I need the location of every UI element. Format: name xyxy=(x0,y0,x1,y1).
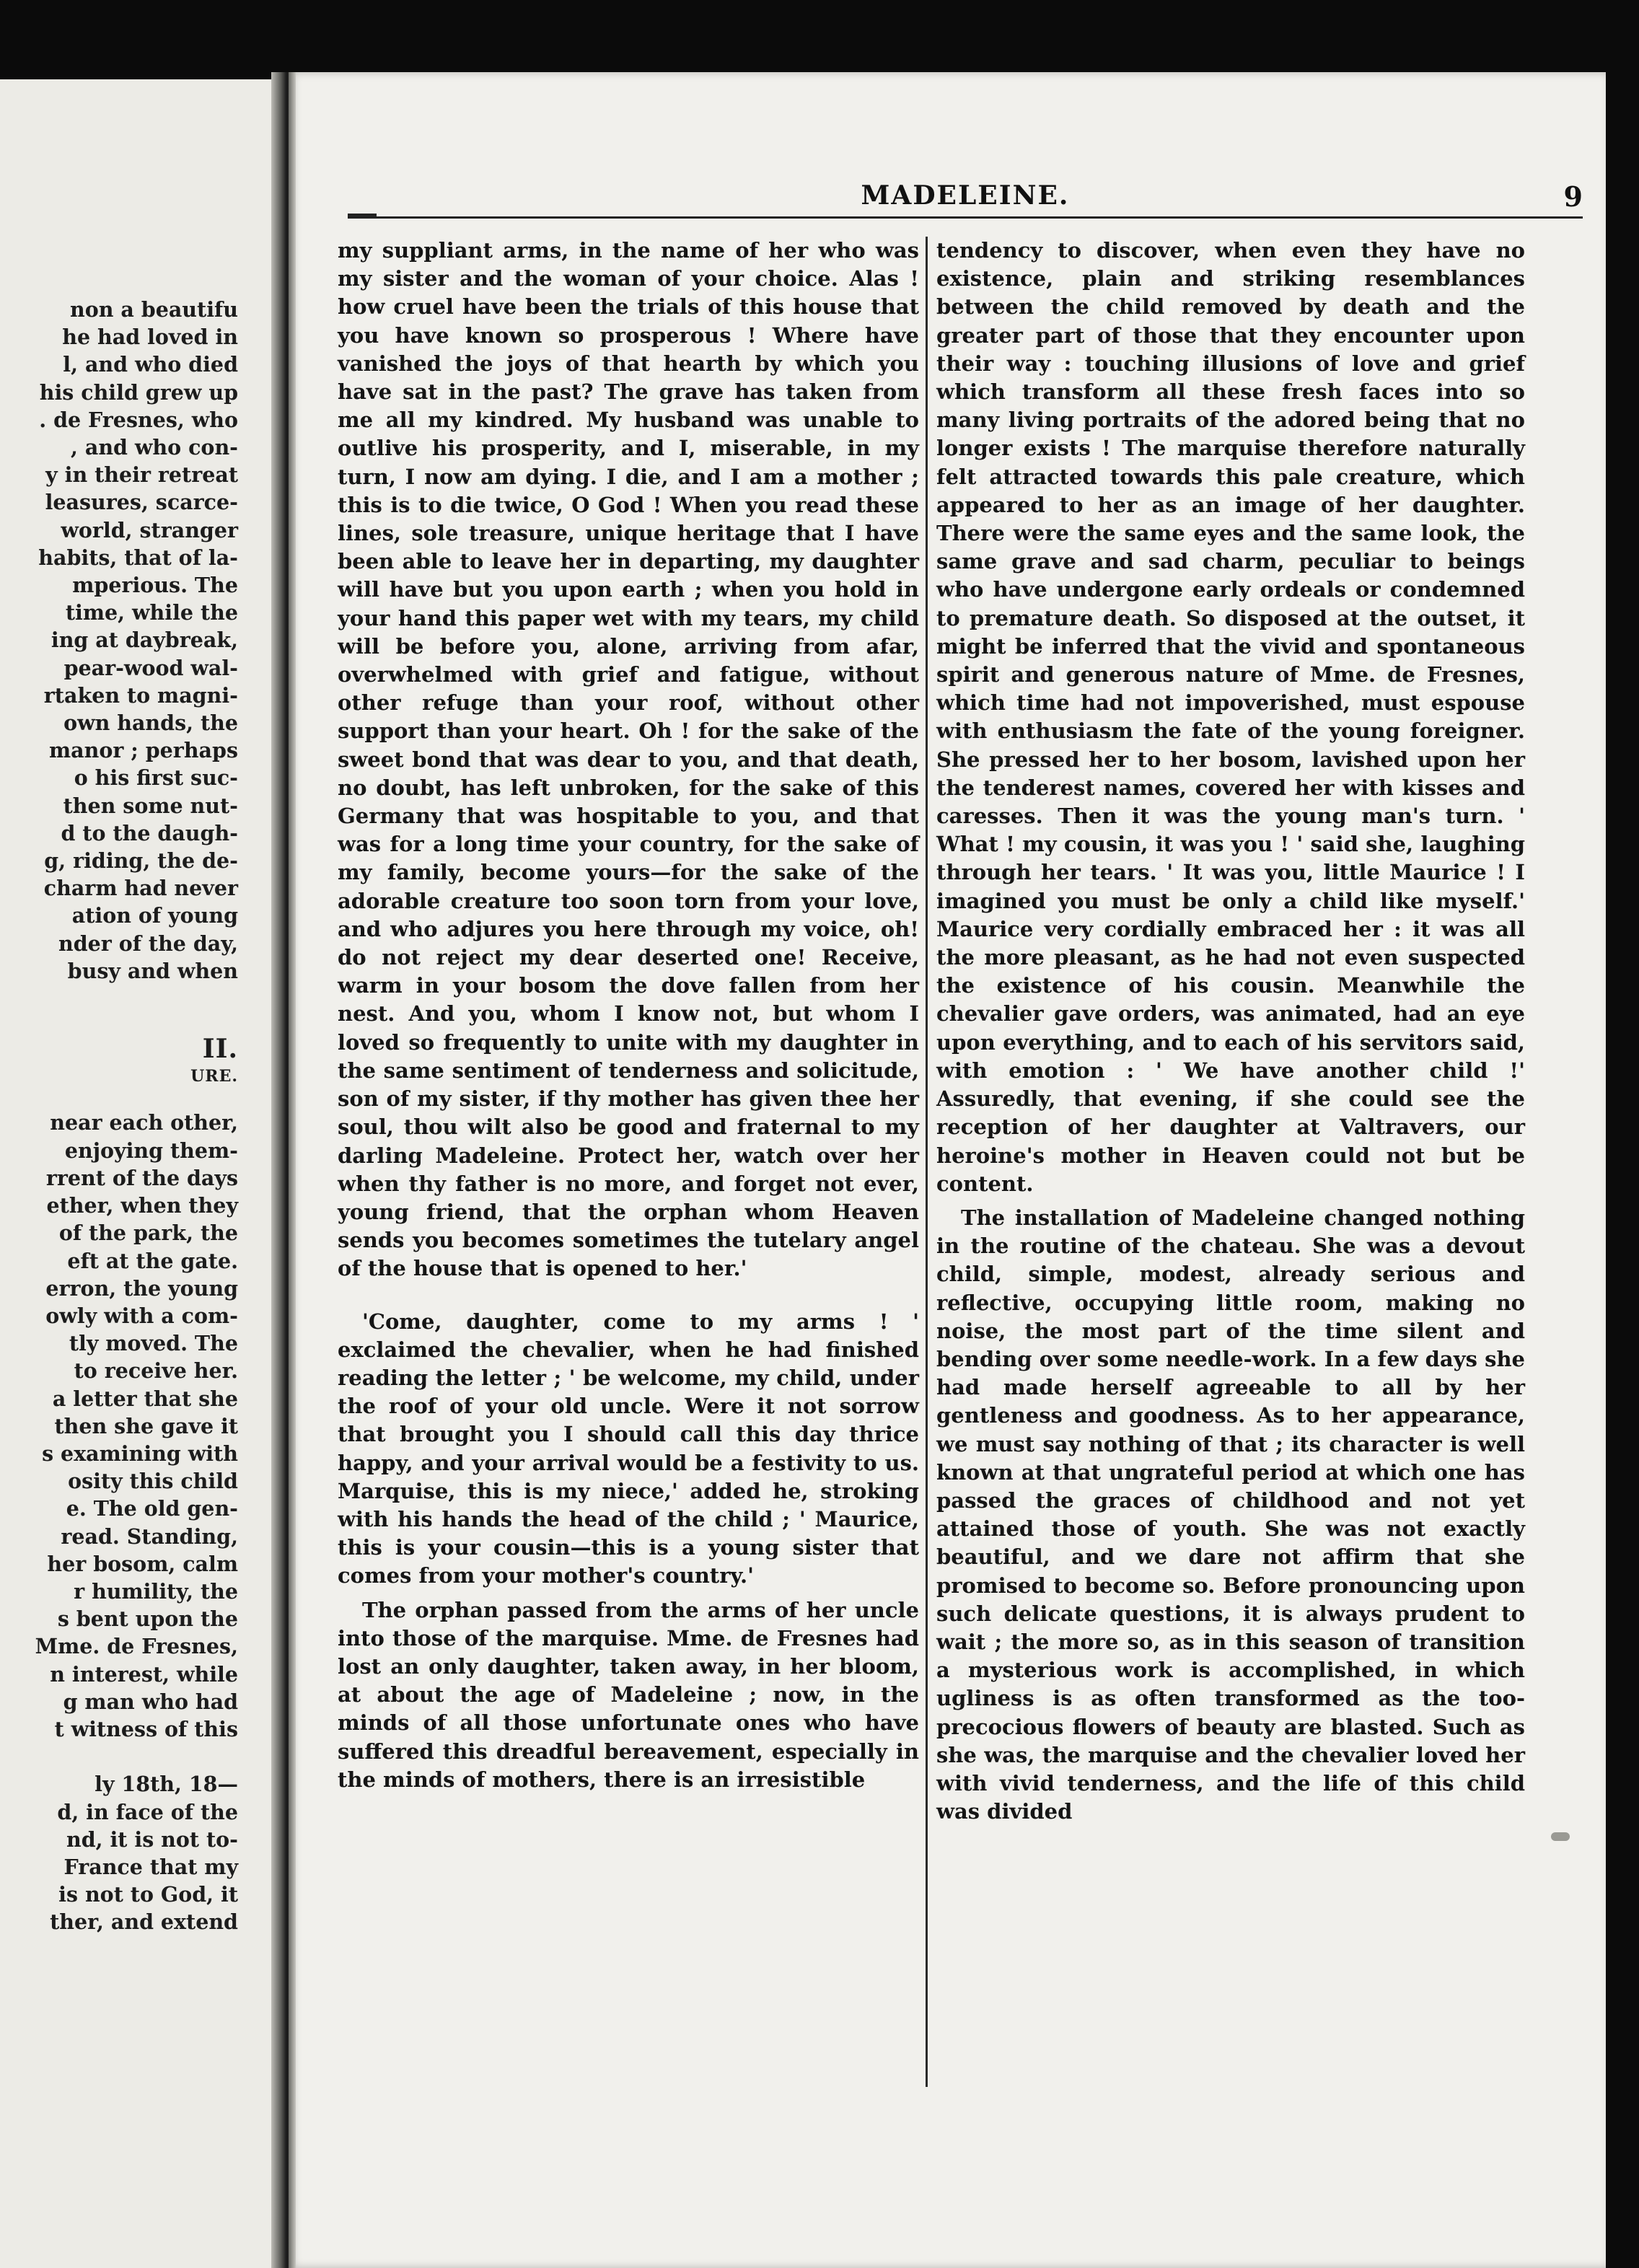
left-page-line: ther, and extend xyxy=(50,1909,238,1935)
left-page-line: nder of the day, xyxy=(58,931,238,956)
left-page-line: a letter that she xyxy=(52,1386,238,1411)
left-page-line: her bosom, calm xyxy=(47,1551,238,1576)
spacer xyxy=(0,1090,283,1109)
left-page-line: pear-wood wal- xyxy=(63,655,238,680)
text-column-right xyxy=(936,237,1525,1826)
left-page-line: y in their retreat xyxy=(45,462,238,488)
left-page-line: world, stranger xyxy=(61,517,238,542)
left-page-column xyxy=(0,296,283,1936)
left-page-line: owly with a com- xyxy=(45,1303,238,1328)
left-facing-page xyxy=(0,79,283,2268)
left-page-line: non a beautifu xyxy=(70,297,238,322)
left-page-line: mperious. The xyxy=(72,573,238,598)
left-page-line: his child grew up xyxy=(39,379,238,405)
text-column-left xyxy=(338,237,919,1794)
left-page-line: charm had never xyxy=(43,876,238,901)
left-page-line: ly 18th, 18— xyxy=(95,1772,238,1797)
head-rule xyxy=(348,216,1583,219)
left-page-line: own hands, the xyxy=(63,711,238,736)
left-page-line: leasures, scarce- xyxy=(45,490,238,515)
left-page-line: . de Fresnes, who xyxy=(39,407,238,432)
left-page-line: he had loved in xyxy=(62,325,238,350)
running-head-title: MADELEINE. xyxy=(861,180,1070,211)
left-page-line: s bent upon the xyxy=(57,1606,238,1632)
paragraph: my suppliant arms, in the name of her who was my sister and the woman of your choice. Alas ! how cruel have been the trials of this house that you have known so prosperous ! Where have vanished the joys of that hearth by which you have sat in the past? The grave has taken from me all my kindred. My husband was unable to outlive his prosperity, and I, miserable, in my turn, I now am dying. I die, and I am a mother ; this is to die twice, O God ! When you read these lines, sole treasure, unique heritage that I have been able to leave her in departing, my daughter will have but you upon earth ; when you hold in your hand this paper wet with my tears, my child will be before you, alone, arriving from afar, overwhelmed with grief and fatigue, without other refuge than your roof, without other support than your heart. Oh ! for the sake of the sweet bond that was dear to you, and that death, no doubt, has left unbroken, for the sake of this Germany that was hospitable to you, and that was for a long time your country, for the sake of my family, become yours—for the sake of the adorable creature too soon torn from your love, and who adjures you here through my voice, oh! do not reject my dear deserted one! Receive, warm in your bosom the dove fallen from her nest. And you, whom I know not, but whom I loved so frequently to unite with my daughter in the same sentiment of tenderness and solicitude, son of my sister, if thy mother has given thee her soul, thou wilt also be good and fraternal to my darling Madeleine. Protect her, watch over her when thy father is no more, and forget not ever, young friend, that the orphan whom Heaven sends you becomes sometimes the tutelary angel of the house that is opened to her.' xyxy=(338,238,919,1281)
left-page-line: g man who had xyxy=(63,1689,238,1714)
left-page-line: o his first suc- xyxy=(74,765,238,791)
left-page-line: tly moved. The xyxy=(69,1331,238,1356)
left-page-line: enjoying them- xyxy=(64,1138,238,1163)
left-page-line: n interest, while xyxy=(50,1661,238,1687)
left-page-line: d, in face of the xyxy=(57,1799,238,1824)
column-divider xyxy=(926,237,928,2087)
paragraph: tendency to discover, when even they have no existence, plain and striking resemblances between the child removed by death and the greater part of those that they encounter upon their way : touching illusions of love and grief which transform all these fresh faces into so many living portraits of the adored being that no longer exists ! The marquise therefore naturally felt attracted towards this pale creature, which appeared to her as an image of her daughter. There were the same eyes and the same look, the same grave and sad charm, peculiar to beings who have undergone early ordeals or condemned to premature death. So disposed at the outset, it might be inferred that the vivid and spontaneous spirit and generous nature of Mme. de Fresnes, which time had not impoverished, must espouse with enthusiasm the fate of the young foreigner. She pressed her to her bosom, lavished upon her the tenderest names, covered her with kisses and caresses. Then it was the young man's turn. ' What ! my cousin, it was you ! ' said she, laughing through her tears. ' It was you, little Maurice ! I imagined you must be only a child like myself.' Maurice very cordially embraced her : it was all the more pleasant, as he had not even suspected the existence of his cousin. Meanwhile the chevalier gave orders, was animated, had an eye upon everything, and to each of his servitors said, with emotion : ' We have another child !' Assuredly, that evening, if she could see the reception of her daughter at Valtravers, our heroine's mother in Heaven could not but be content. xyxy=(936,238,1525,1196)
left-page-line: habits, that of la- xyxy=(38,545,238,570)
left-page-line: then she gave it xyxy=(54,1413,238,1438)
left-page-line: t witness of this xyxy=(54,1716,238,1741)
paragraph: The orphan passed from the arms of her uncle into those of the marquise. Mme. de Fresnes had lost an only daughter, taken away, in her bloom, at about the age of Madeleine ; now, in the minds of all those unfortunate ones who have suffered this dreadful bereavement, especially in the minds of mothers, there is an irresistible xyxy=(338,1597,919,1792)
left-page-line: near each other, xyxy=(50,1110,238,1135)
left-page-line: of the park, the xyxy=(58,1221,238,1246)
left-page-line: manor ; perhaps xyxy=(49,738,238,763)
paragraph: 'Come, daughter, come to my arms ! ' exclaimed the chevalier, when he had finished reading the letter ; ' be welcome, my child, under the roof of your old uncle. Were it not sorrow that brought you I should call this day thrice happy, and your arrival would be a festivity to us. Marquise, this is my niece,' added he, stroking with his hands the head of the child ; ' Maurice, this is your cousin—this is a young sister that comes from your mother's country.' xyxy=(338,1309,919,1588)
paragraph: The installation of Madeleine changed nothing in the routine of the chateau. She was a devout child, simple, modest, already serious and reflective, occupying little room, making no noise, the most part of the time silent and bending over some needle-work. In a few days she had made herself agreeable to all by her gentleness and goodness. As to her appearance, we must say nothing of that ; its character is well known at that ungrateful period at which one has passed the graces of childhood and not yet attained those of youth. She was not exactly beautiful, and we dare not affirm that she promised to become so. Before pronouncing upon such delicate questions, it is always prudent to wait ; the more so, as in this season of transition a mysterious work is accomplished, in which ugliness is as often transformed as the too-precocious flowers of beauty are blasted. Such as she was, the marquise and the chevalier loved her with vivid tenderness, and the life of this child was divided xyxy=(936,1205,1525,1824)
left-page-line: II. xyxy=(202,1034,238,1065)
paper-speck xyxy=(1551,1832,1570,1841)
spacer xyxy=(0,985,283,1035)
left-page-line: Mme. de Fresnes, xyxy=(35,1634,238,1659)
left-page-line: read. Standing, xyxy=(61,1524,238,1549)
page-edge xyxy=(289,72,296,2268)
left-page-line: rrent of the days xyxy=(45,1165,238,1190)
left-page-line: rtaken to magni- xyxy=(43,682,238,708)
left-page-line: time, while the xyxy=(65,600,238,625)
left-page-line: g, riding, the de- xyxy=(44,848,238,874)
left-page-line: busy and when xyxy=(67,958,238,983)
left-page-line: erron, the young xyxy=(45,1275,238,1301)
left-page-line: is not to God, it xyxy=(58,1882,238,1907)
left-page-line: nd, it is not to- xyxy=(66,1827,238,1852)
left-page-line xyxy=(0,1743,283,1770)
left-page-line: eft at the gate. xyxy=(67,1248,238,1273)
left-page-line: e. The old gen- xyxy=(66,1496,238,1521)
page-number: 9 xyxy=(1563,180,1583,213)
left-page-line: , and who con- xyxy=(71,435,238,460)
left-page-line: ation of young xyxy=(71,903,238,928)
left-page-line: osity this child xyxy=(68,1469,238,1494)
left-page-line: r humility, the xyxy=(74,1578,238,1604)
left-page-line: to receive her. xyxy=(74,1358,238,1384)
left-page-line: URE. xyxy=(190,1067,238,1086)
left-page-line: l, and who died xyxy=(63,352,238,377)
left-page-line: d to the daugh- xyxy=(61,820,238,845)
left-page-line: ing at daybreak, xyxy=(50,628,238,653)
main-page xyxy=(289,72,1606,2268)
left-page-line: then some nut- xyxy=(63,793,238,818)
left-page-line: France that my xyxy=(63,1854,238,1879)
left-page-line: s examining with xyxy=(42,1441,238,1466)
left-page-line: ether, when they xyxy=(46,1193,238,1218)
